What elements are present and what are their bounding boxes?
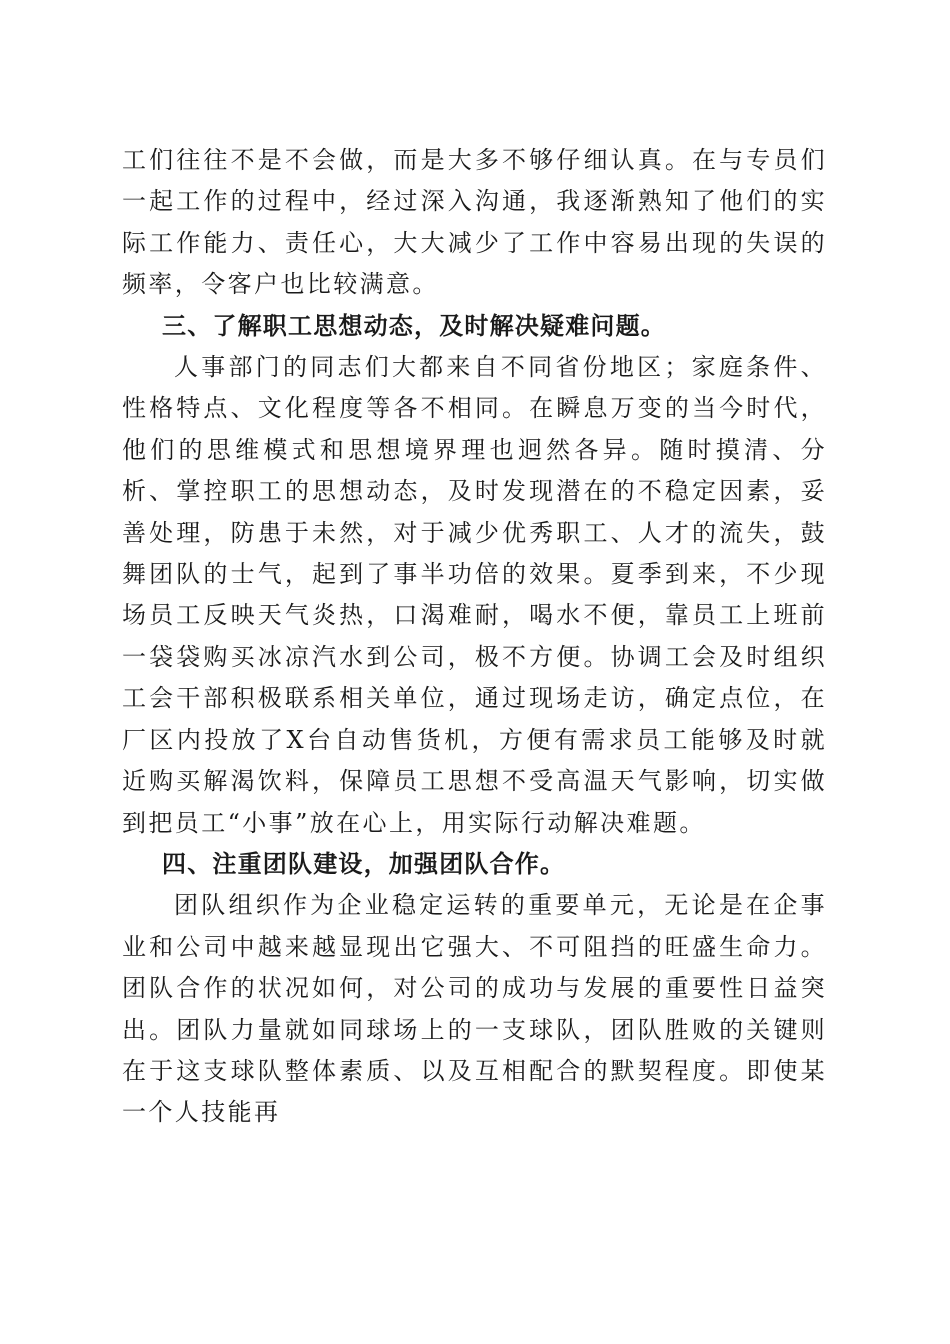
document-body: [122, 140, 827, 1134]
paragraph-section-4-body: 团队组织作为企业稳定运转的重要单元，无论是在企事业和公司中越来越显现出它强大、不可阻挡的旺盛生命力。团队合作的状况如何，对公司的成功与发展的重要性日益突出。团队力量就如同球场上的一支球队，团队胜败的关键则在于这支球队整体素质、以及互相配合的默契程度。即使某一个人技能再: [122, 891, 827, 1127]
paragraph-section-3-body: 人事部门的同志们大都来自不同省份地区；家庭条件、性格特点、文化程度等各不相同。在瞬息万变的当今时代，他们的思维模式和思想境界理也迥然各异。随时摸清、分析、掌控职工的思想动态，及时发现潜在的不稳定因素，妥善处理，防患于未然，对于减少优秀职工、人才的流失，鼓舞团队的士气，起到了事半功倍的效果。夏季到来，不少现场员工反映天气炎热，口渴难耐，喝水不便，靠员工上班前一袋袋购买冰凉汽水到公司，极不方便。协调工会及时组织工会干部积极联系相关单位，通过现场走访，确定点位，在厂区内投放了X台自动售货机，方便有需求员工能够及时就近购买解渴饮料，保障员工思想不受高温天气影响，切实做到把员工“小事”放在心上，用实际行动解决难题。: [122, 353, 827, 837]
section-heading-3: 三、了解职工思想动态，及时解决疑难问题。: [162, 311, 666, 340]
section-heading-4: 四、注重团队建设，加强团队合作。: [162, 849, 566, 878]
paragraph-continuation: 工们往往不是不会做，而是大多不够仔细认真。在与专员们一起工作的过程中，经过深入沟通，我逐渐熟知了他们的实际工作能力、责任心，大大减少了工作中容易出现的失误的频率，令客户也比较满意。: [122, 146, 827, 299]
